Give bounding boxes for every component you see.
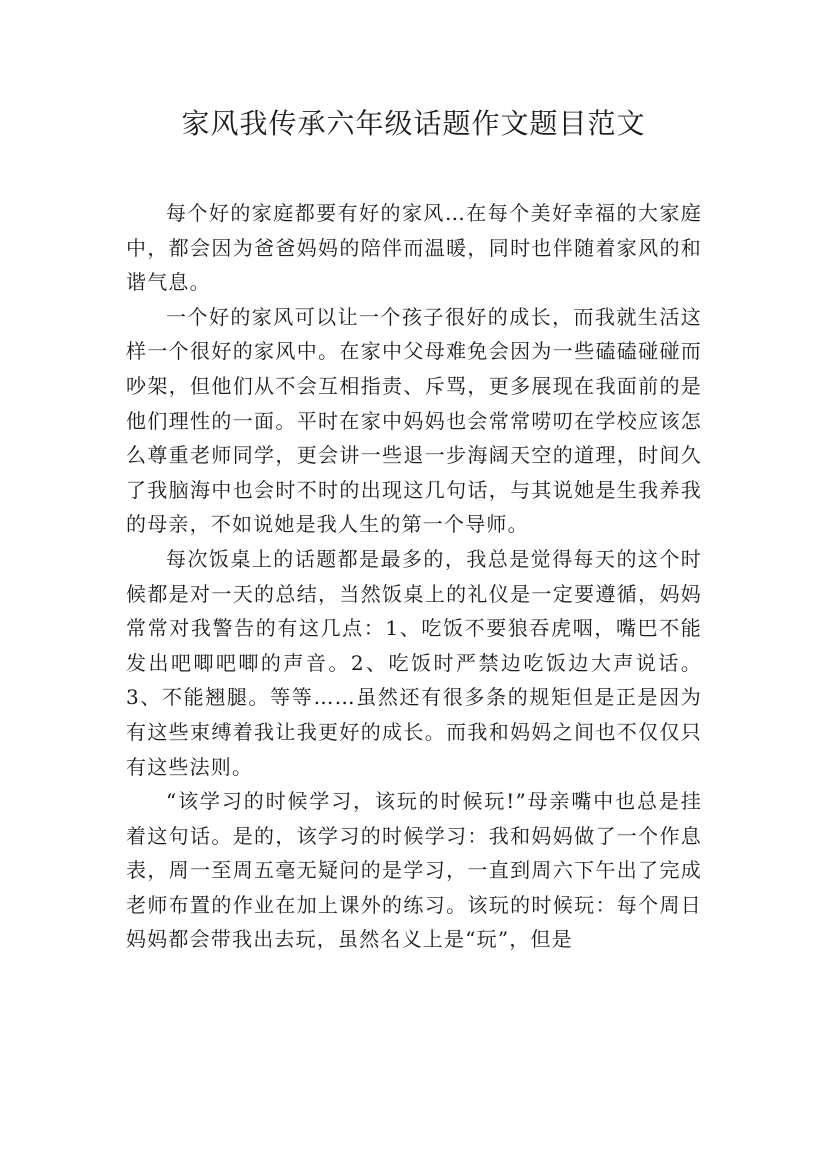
paragraph-1: 每个好的家庭都要有好的家风…在每个美好幸福的大家庭中，都会因为爸爸妈妈的陪伴而温暖，同时也伴随着家风的和谐气息。 [126,201,702,295]
document-title: 家风我传承六年级话题作文题目范文 [181,107,646,140]
paragraph-2: 一个好的家风可以让一个孩子很好的成长，而我就生活这样一个很好的家风中。在家中父母难免会因为一些磕磕碰碰而吵架，但他们从不会互相指责、斥骂，更多展现在我面前的是他们理性的一面。平时在家中妈妈也会常常唠叨在学校应该怎么尊重老师同学，更会讲一些退一步海阔天空的道理，时间久了我脑海中也会时不时的出现这几句话，与其说她是生我养我的母亲，不如说她是我人生的第一个导师。 [126,304,702,537]
document-body [126,196,702,957]
paragraph-3: 每次饭桌上的话题都是最多的，我总是觉得每天的这个时候都是对一天的总结，当然饭桌上的礼仪是一定要遵循，妈妈常常对我警告的有这几点：1、吃饭不要狼吞虎咽，嘴巴不能发出吧唧吧唧的声音。2、吃饭时严禁边吃饭边大声说话。3、不能翘腿。等等……虽然还有很多条的规矩但是正是因为有这些束缚着我让我更好的成长。而我和妈妈之间也不仅仅只有这些法则。 [126,546,702,779]
paragraph-4: “该学习的时候学习，该玩的时候玩!”母亲嘴中也总是挂着这句话。是的，该学习的时候学习：我和妈妈做了一个作息表，周一至周五毫无疑问的是学习，一直到周六下午出了完成老师布置的作业在加上课外的练习。该玩的时候玩：每个周日妈妈都会带我出去玩，虽然名义上是“玩”，但是 [126,789,702,952]
